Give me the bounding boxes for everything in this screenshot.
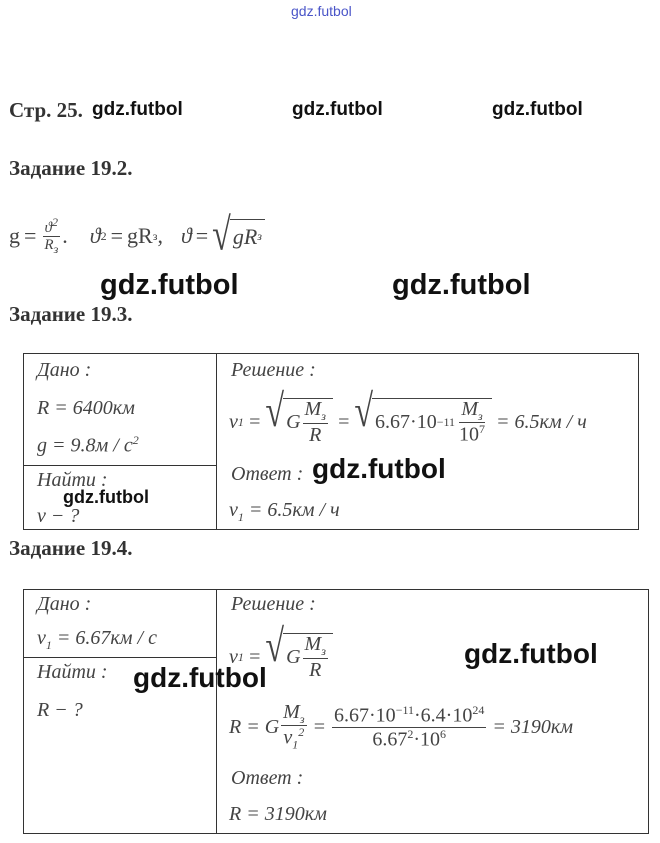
given-velocity: $v_1 = 6.67км / с$ <box>37 627 157 652</box>
sqrt-gR: √ gR з <box>212 219 265 253</box>
given-gravity: $g = 9.8м / с^2$ <box>37 433 139 457</box>
given-radius: R = 6400км <box>37 397 135 419</box>
find-label: Найти : <box>37 469 108 491</box>
find-value: R − ? <box>37 699 83 721</box>
watermark-heading-3: gdz.futbol <box>492 99 583 120</box>
answer-value: $v_1 = 6.5км / ч$ <box>229 499 340 524</box>
task-19-4-title: Задание 19.4. <box>9 536 133 560</box>
watermark-table1-right: gdz.futbol <box>312 453 446 484</box>
page-heading: Стр. 25. <box>9 98 83 122</box>
answer-label: Ответ : <box>231 463 304 485</box>
task-19-4-table <box>23 589 649 834</box>
watermark-mid-2: gdz.futbol <box>392 269 531 301</box>
given-label: Дано : <box>37 359 92 381</box>
formula-19-2: g = $\frac{ϑ^2}{R_з}$ . ϑ 2 = gR з , ϑ = √ gR з <box>9 208 265 264</box>
watermark-heading-2: gdz.futbol <box>292 99 383 120</box>
formula-g: g <box>9 223 20 248</box>
fraction-theta-over-r: $\frac{ϑ^2}{R_з}$ <box>44 214 59 257</box>
answer-label: Ответ : <box>231 767 304 789</box>
solution-label: Решение : <box>231 593 316 615</box>
watermark-mid-1: gdz.futbol <box>100 269 239 301</box>
watermark-table1-left: gdz.futbol <box>63 487 149 507</box>
given-label: Дано : <box>37 593 92 615</box>
task-19-3-title: Задание 19.3. <box>9 302 133 326</box>
answer-value: R = 3190км <box>229 803 327 825</box>
watermark-table2-right: gdz.futbol <box>464 638 598 669</box>
watermark-top: gdz.futbol <box>291 3 352 19</box>
formula-19-3: v 1 = √ G $\frac{M_з}{R}$ = √ 6.67·10 −11 $\frac{M_з}{10^7}$ = 6.5км / ч <box>229 386 587 447</box>
find-value: v − ? <box>37 505 80 527</box>
formula-19-4-radius: R = G $\frac{M_з}{v_1^2}$ = $\frac{6.67\cdot 10^{-11}\cdot 6.4\cdot 10^{24}}{6.67^2\cdot 10^6}$ = 3190км <box>229 700 573 753</box>
solution-label: Решение : <box>231 359 316 381</box>
find-label: Найти : <box>37 661 108 683</box>
watermark-table2-left: gdz.futbol <box>133 662 267 693</box>
task-19-2-title: Задание 19.2. <box>9 156 133 180</box>
formula-19-4-velocity: v 1 = √ G $\frac{M_з}{R}$ <box>229 625 333 689</box>
watermark-heading-1: gdz.futbol <box>92 99 183 120</box>
